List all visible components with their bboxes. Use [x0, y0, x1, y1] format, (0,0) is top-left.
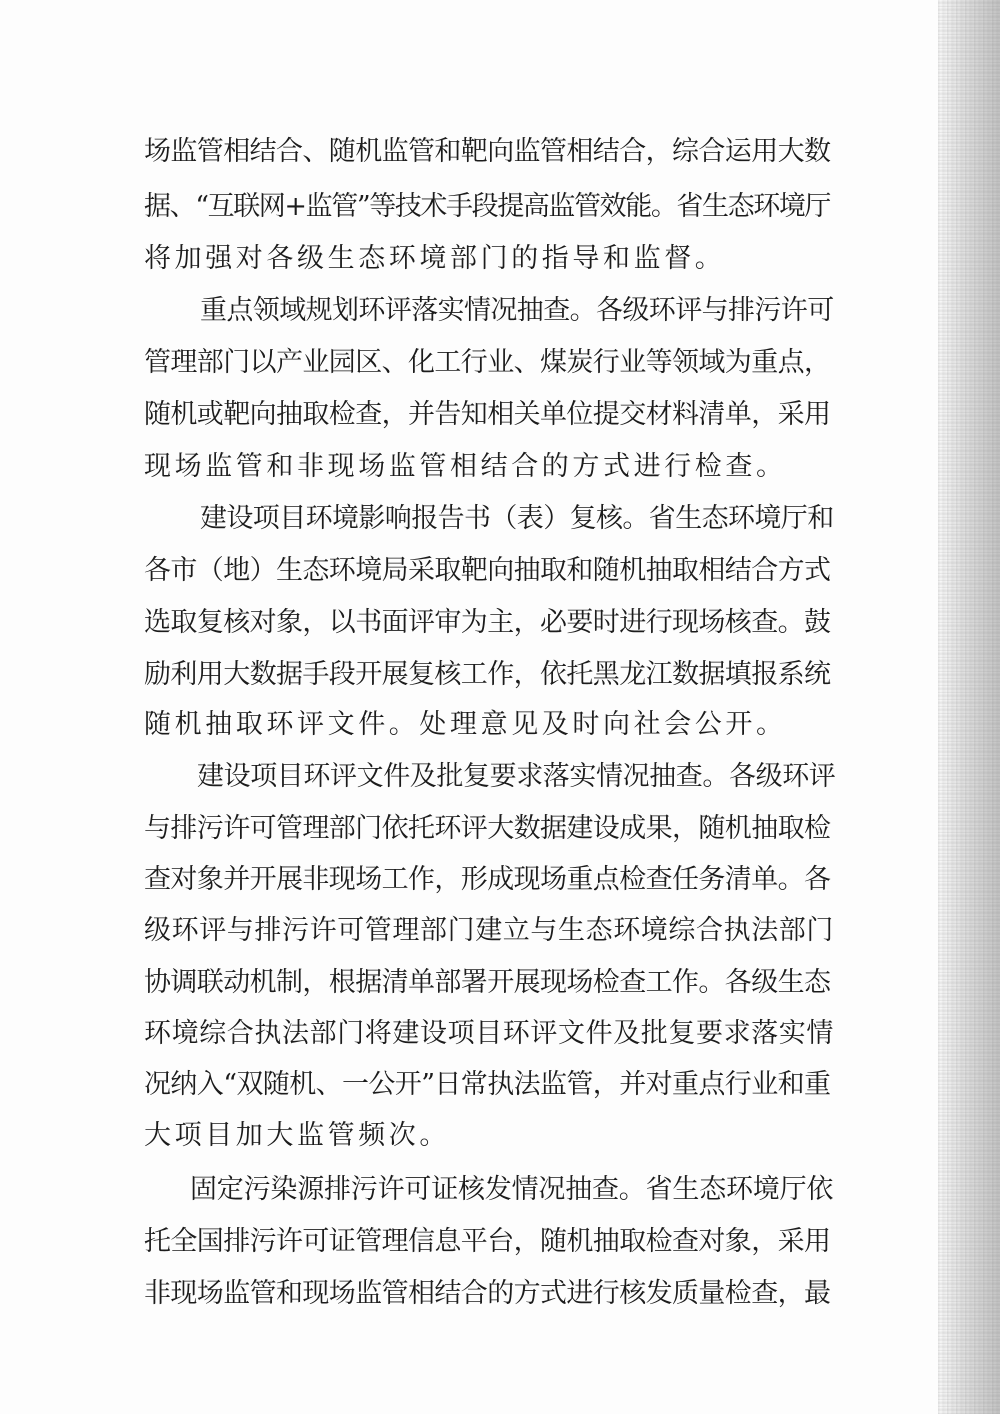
text-line-3: 将加强对各级生态环境部门的指导和监督。: [144, 243, 726, 274]
text-line-16: 级环评与排污许可管理部门建立与生态环境综合执法部门: [144, 915, 834, 946]
text-line-22: 托全国排污许可证管理信息平台，随机抽取检查对象，采用: [144, 1226, 831, 1257]
text-line-15: 查对象并开展非现场工作，形成现场重点检查任务清单。各: [144, 864, 831, 895]
paragraph-heading-permit-check: 固定污染源排污许可证核发情况抽查。省生态环境厅依: [190, 1174, 834, 1205]
text-line-23: 非现场监管和现场监管相结合的方式进行核发质量检查，最: [144, 1278, 831, 1309]
paragraph-heading-report-review: 建设项目环境影响报告书（表）复核。省生态环境厅和: [200, 503, 834, 534]
text-line-11: 励利用大数据手段开展复核工作，依托黑龙江数据填报系统: [144, 659, 831, 690]
text-line-1: 场监管相结合、随机监管和靶向监管相结合，综合运用大数: [144, 136, 831, 167]
text-line-2: 据、“互联网+监管”等技术手段提高监管效能。省生态环境厅: [144, 191, 831, 222]
text-line-19: 况纳入“双随机、一公开”日常执法监管，并对重点行业和重: [144, 1069, 831, 1100]
text-line-14: 与排污许可管理部门依托环评大数据建设成果，随机抽取检: [144, 813, 831, 844]
text-line-9: 各市（地）生态环境局采取靶向抽取和随机抽取相结合方式: [144, 555, 831, 586]
text-line-20: 大项目加大监管频次。: [144, 1120, 450, 1151]
text-line-10: 选取复核对象，以书面评审为主，必要时进行现场核查。鼓: [144, 607, 831, 638]
text-line-18: 环境综合执法部门将建设项目环评文件及批复要求落实情: [144, 1018, 834, 1049]
paragraph-heading-planning-eia: 重点领域规划环评落实情况抽查。各级环评与排污许可: [200, 295, 834, 326]
paragraph-heading-project-eia: 建设项目环评文件及批复要求落实情况抽查。各级环评: [197, 761, 836, 792]
text-line-12: 随机抽取环评文件。处理意见及时向社会公开。: [144, 709, 787, 740]
text-line-5: 管理部门以产业园区、化工行业、煤炭行业等领域为重点，: [144, 347, 831, 378]
text-line-6: 随机或靶向抽取检查，并告知相关单位提交材料清单，采用: [144, 399, 831, 430]
text-line-7: 现场监管和非现场监管相结合的方式进行检查。: [144, 451, 787, 482]
text-line-17: 协调联动机制，根据清单部署开展现场检查工作。各级生态: [144, 967, 831, 998]
